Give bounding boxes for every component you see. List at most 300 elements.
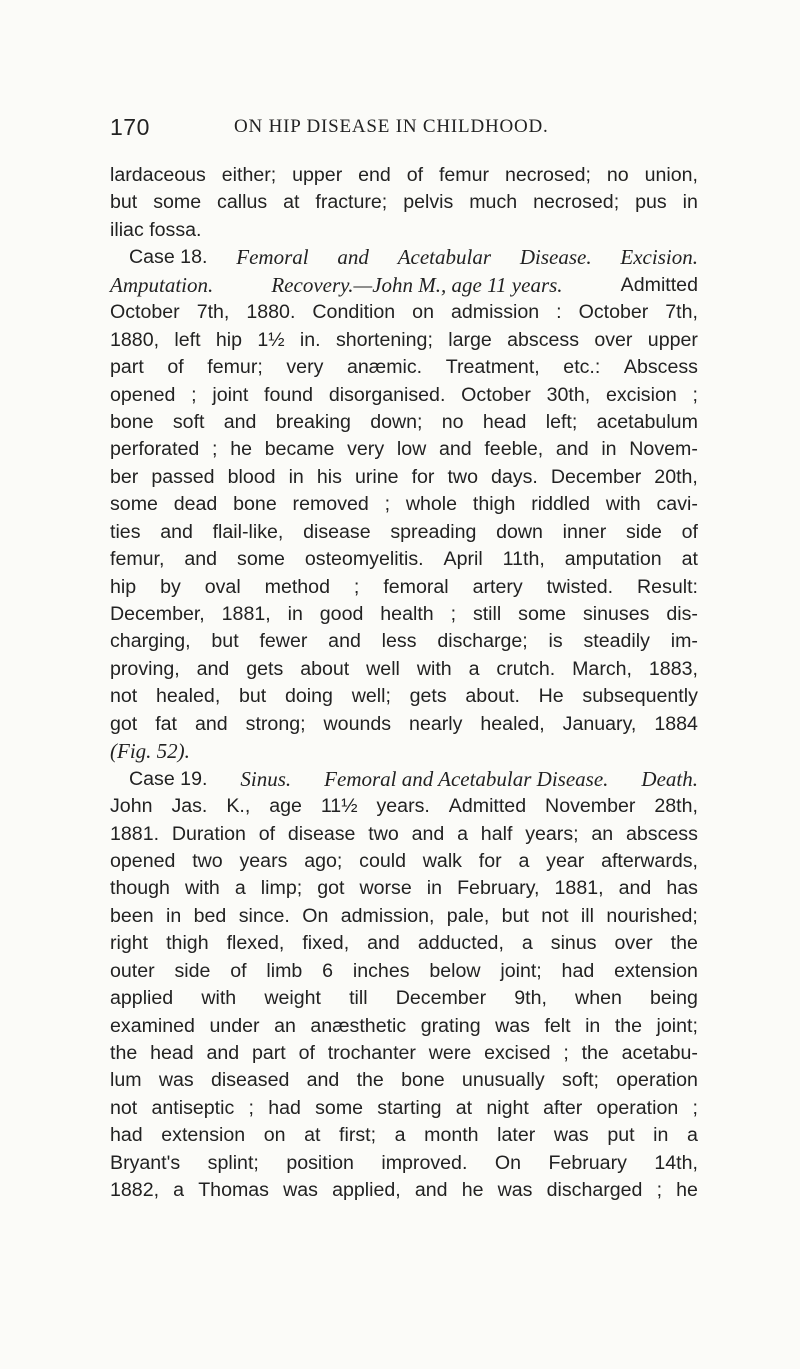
word: a [518,849,530,872]
word: healed, [480,712,545,735]
text-line [110,1150,698,1177]
word: diseased [210,1069,290,1092]
word: limb [266,959,303,982]
text-line [110,738,698,765]
text-line [110,1177,698,1204]
word: been [110,904,154,927]
word: had [268,1096,301,1119]
word: but [239,685,267,708]
word: in [585,1014,601,1037]
word: femur [438,164,490,186]
text-line [110,821,698,848]
word: a [468,657,480,680]
word: at [681,548,698,571]
text-line [110,436,698,463]
word: starting [377,1096,442,1119]
word: Femoral and Acetabular Disease. [324,766,609,791]
word: till [349,987,368,1010]
word: femoral [383,575,449,598]
word: Novem- [629,438,698,461]
word: 1881, [221,603,271,625]
word: Case 18. [129,246,208,269]
word: when [575,987,622,1010]
word: ; [353,575,360,598]
word: February, [457,877,540,900]
word: joint; [656,1014,698,1037]
word: ; [384,493,391,516]
text-line [110,327,698,354]
word: healed, [155,685,221,708]
word: low [396,438,427,461]
word: removed [292,493,369,516]
word: health [380,603,434,625]
word: for [478,849,502,872]
word: two [192,849,223,872]
running-head [110,114,700,144]
word: etc.: [563,356,601,379]
word: unusually [461,1069,545,1092]
word: of [258,822,276,845]
word: wounds [323,712,392,735]
word: ber [110,465,139,488]
body-text [110,162,698,1205]
word: 1½ [257,328,285,351]
word: femur, [110,548,165,571]
word: crutch. [496,657,556,680]
word: and [328,630,361,653]
word: femur; [207,356,263,379]
word: extension [614,959,698,982]
word: perforated [110,438,200,461]
text-line [110,354,698,381]
word: admission, [340,904,435,927]
word: operation [596,1096,679,1119]
word: hip [215,328,242,351]
word: weight [264,987,321,1010]
word: 6 [322,959,334,982]
word: inches [352,959,410,982]
text-line [110,546,698,573]
word: 11th, [502,548,545,571]
word: about. [465,685,520,708]
text-line [110,1122,698,1149]
word: some [110,493,158,516]
word: antiseptic [151,1096,235,1119]
word: doing [285,685,333,708]
word: subsequently [582,685,698,708]
word: November [545,795,636,818]
word: applied, [332,1179,401,1202]
word: had [561,959,595,982]
word: nearly [409,712,463,735]
text-line [110,382,698,409]
word: fracture; [315,191,388,214]
word: not [110,1096,138,1119]
word: March, [572,657,632,680]
word: being [650,987,698,1010]
text-line [110,656,698,683]
word: passed [151,465,215,488]
word: 20th, [654,465,698,488]
text-line [110,574,698,601]
word: shortening; [335,328,433,351]
word: cavi- [656,493,698,516]
word: in [287,603,303,625]
text-line [110,711,698,738]
word: could [359,849,406,872]
word: very [286,356,324,379]
text-line [110,766,698,793]
word: the [670,932,698,955]
word: discharged [546,1179,643,1202]
word: he [676,1179,698,1202]
word: im- [670,630,698,653]
word: joint; [500,959,542,982]
text-line [110,903,698,930]
word: bone [401,1069,445,1092]
word: and [184,548,218,571]
word: operation [616,1069,698,1092]
word: below [429,959,481,982]
word: January, [562,712,637,735]
word: has [666,877,698,900]
word: strong; [245,712,306,735]
text-line [110,189,698,216]
word: 14th, [654,1151,698,1174]
word: he [230,438,252,461]
word: disorganised. [328,383,446,406]
word: anæsthetic [310,1014,407,1037]
word: fixed, [302,932,350,955]
word: 9th, [514,987,547,1010]
word: inner [562,520,607,543]
word: head [150,1042,194,1064]
word: no [606,164,629,186]
word: month [424,1124,479,1147]
word: after [543,1096,583,1119]
word: Jas. [171,795,208,818]
word: soft [172,410,205,433]
word: were [428,1042,472,1064]
word: artery [472,575,523,598]
text-line [110,1067,698,1094]
word: of [406,164,424,186]
word: of [681,520,698,543]
text-line [110,162,698,189]
word: a [394,1124,406,1147]
word: adducted, [417,932,504,955]
word: sinuses [582,603,650,625]
text-line [110,1095,698,1122]
word: John [110,795,153,818]
word: with [184,877,220,900]
word: some [237,548,285,571]
word: ago; [304,849,343,872]
word: not [541,904,569,927]
word: ; [692,383,698,406]
word: 1880, [110,328,160,351]
word: the [581,1042,609,1064]
word: in [653,1124,669,1147]
word: blood [227,465,276,488]
word: felt [544,1014,571,1037]
word: October [578,301,649,324]
word: was [158,1069,194,1092]
word: Duration [171,822,246,845]
word: lum [110,1069,142,1092]
word: and [411,822,445,845]
word: breaking [275,410,351,433]
word: in [682,191,698,214]
word: since. [238,904,290,927]
word: some [518,603,567,625]
word: a [686,1124,698,1147]
word: had [110,1124,143,1147]
word: callus [217,191,268,214]
word: proving, [110,657,180,680]
word: bone [110,410,154,433]
word: examined [110,1014,195,1037]
word: pelvis [403,191,454,214]
word: 1884 [654,712,698,735]
text-line [110,683,698,710]
word: 11½ [320,795,358,818]
word: ill [580,904,594,927]
word: riddled [531,493,591,516]
word: at [283,191,300,214]
page-number: 170 [110,114,150,140]
word: about [300,657,350,680]
word: excision [605,383,677,406]
word: Abscess [623,356,698,379]
word: the [614,1014,643,1037]
word: some [315,1096,364,1119]
word: with [605,493,641,516]
word: much [469,191,518,214]
text-line [110,848,698,875]
word: pale, [446,904,490,927]
text-line [110,958,698,985]
word: and [367,932,400,955]
word: part [110,356,144,379]
word: was [495,1014,530,1037]
word: Acetabular [397,245,492,270]
word: outer [110,959,155,982]
word: admission [450,301,540,324]
word: though [110,877,170,900]
word: the [356,1069,384,1092]
word: gets [246,657,284,680]
word: ; [248,1096,254,1119]
word: union, [644,164,698,186]
word: either; [221,164,277,186]
word: ; [191,383,197,406]
word: night [486,1096,529,1119]
word: side [625,520,662,543]
word: a [521,932,533,955]
word: bed [193,904,227,927]
word: days. [491,465,538,488]
word: and [555,438,589,461]
word: year [546,849,585,872]
word: well; [351,685,391,708]
word: walk [422,849,462,872]
word: 1882, [110,1179,160,1202]
word: joint [212,383,249,406]
text-line [110,519,698,546]
word: with [416,657,452,680]
word: and [414,1179,448,1202]
word: put [607,1124,635,1147]
word: and [438,438,472,461]
word: Case 19. [129,767,208,790]
word: large [448,328,492,351]
word: ; [450,603,457,625]
word: urine [354,465,399,488]
word: disease [303,520,371,543]
word: steadily [583,630,650,653]
word: thigh [472,493,516,516]
word: excised [484,1042,551,1064]
word: bone [233,493,277,516]
word: twisted. [546,575,614,598]
word: an [591,822,614,845]
text-line [110,299,698,326]
text-line [110,930,698,957]
word: well [366,657,400,680]
word: position [286,1151,354,1174]
word: and [206,1042,240,1064]
word: nourished; [606,904,698,927]
word: whole [405,493,458,516]
word: over [594,328,633,351]
word: head [482,410,527,433]
word: improved. [381,1151,468,1174]
word: in [165,904,182,927]
word: on [263,1124,286,1147]
word: Death. [641,766,698,791]
word: Femoral [236,245,309,270]
word: side [174,959,211,982]
word: upper [292,164,343,186]
word: osteomyelitis. [304,548,424,571]
word: necrosed; [504,164,591,186]
word: charging, [110,630,191,653]
word: in [288,465,304,488]
word: flexed, [226,932,285,955]
word: 1880. [246,301,296,324]
word: first; [339,1124,377,1147]
word: method [264,575,330,598]
text-line [110,628,698,655]
word: 1881. [110,822,160,845]
word: under [209,1014,260,1037]
word: ; [656,1179,663,1202]
word: dead [173,493,218,516]
word: On [494,1151,522,1174]
word: disease [287,822,356,845]
word: 7th, [665,301,698,324]
word: got [110,712,138,735]
word: and [160,520,193,543]
word: December [395,987,487,1010]
word: 1881, [554,877,604,900]
text-line [110,272,698,299]
word: was [283,1179,318,1202]
word: and [618,877,652,900]
word: at [304,1124,321,1147]
word: left [174,328,201,351]
word: anæmic. [346,356,423,379]
word: abscess [507,328,580,351]
word: and [306,1069,340,1092]
word: trochanter [327,1042,416,1064]
word: got [317,877,345,900]
word: acetabu- [621,1042,698,1064]
word: some [153,191,202,214]
word: He [538,685,564,708]
word: opened [110,383,176,406]
word: and [194,712,228,735]
word: iliac fossa. [110,218,202,241]
word: 28th, [654,795,698,818]
word: ties [110,520,141,543]
word: found [264,383,314,406]
word: lardaceous [110,164,206,186]
word: soft; [561,1069,599,1092]
word: no [441,410,464,433]
word: half [480,822,513,845]
word: necrosed; [533,191,620,214]
word: extension [161,1124,246,1147]
word: April [443,548,483,571]
word: a [234,877,246,900]
word: October [110,301,180,324]
word: fewer [259,630,308,653]
text-line [110,793,698,820]
word: for [411,465,435,488]
word: and [196,657,230,680]
word: Admitted [620,273,698,296]
word: Admitted [448,795,527,818]
word: sinus [550,932,597,955]
word: February [548,1151,627,1174]
word: abscess [625,822,698,845]
word: part [251,1042,286,1064]
word: (Fig. 52). [110,739,190,764]
word: K., [226,795,251,818]
word: pus [635,191,667,214]
word: hip [110,575,137,598]
word: applied [110,987,174,1010]
word: Result: [637,575,698,598]
word: right [110,932,149,955]
word: less [381,630,417,653]
word: down [496,520,543,543]
word: discharge; [437,630,528,653]
running-title: ON HIP DISEASE IN CHILDHOOD. [234,116,549,137]
word: very [347,438,385,461]
word: feeble, [484,438,544,461]
word: Treatment, [445,356,540,379]
word: ; [563,1042,569,1064]
word: December, [110,603,205,625]
word: an [274,1014,296,1037]
word: over [614,932,653,955]
word: Condition [312,301,396,324]
word: but [211,630,239,653]
word: Disease. [519,245,592,270]
